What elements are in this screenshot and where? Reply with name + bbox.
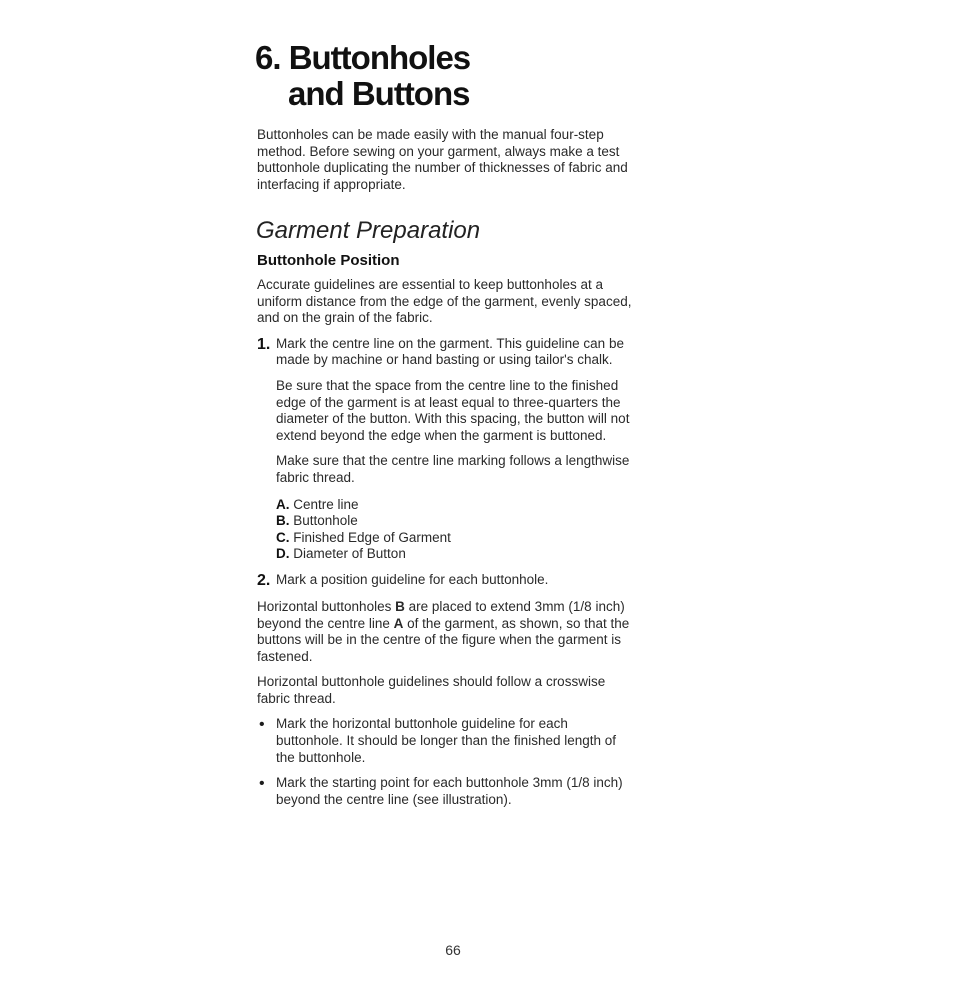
title-line-2: and Buttons — [288, 75, 470, 112]
step-1-number: 1. — [257, 335, 271, 353]
intro-block — [257, 127, 633, 193]
step-2-number: 2. — [257, 571, 271, 589]
legend-item — [276, 497, 633, 514]
bullet-text: Mark the starting point for each buttonhole 3mm (1/8 inch) beyond the centre line (see illustration). — [276, 775, 623, 807]
body-text — [257, 277, 633, 808]
title-line-1: 6. Buttonholes — [255, 39, 471, 76]
step-2 — [257, 572, 633, 590]
legend-letter: D. — [276, 546, 290, 562]
intro-paragraph: Buttonholes can be made easily with the manual four-step method. Before sewing on your garment, always make a test buttonhole duplicating the number of thicknesses of fabric and interfacing if appropriate. — [257, 127, 628, 192]
step-1 — [257, 336, 633, 369]
legend-letter: A. — [276, 496, 290, 512]
page-title — [255, 40, 470, 112]
legend-text: Finished Edge of Garment — [293, 529, 451, 545]
bullet-text: Mark the horizontal buttonhole guideline for each buttonhole. It should be longer than the finished length of the buttonhole. — [276, 716, 617, 765]
legend-text: Buttonhole — [293, 513, 358, 529]
para2-part3: of the garment, as shown, so that the buttons will be in the centre of the figure when the garment is fastened. — [257, 615, 630, 664]
subsection-title: Buttonhole Position — [257, 252, 400, 269]
illustration-legend — [257, 497, 633, 563]
paragraph-guidelines: Accurate guidelines are essential to keep buttonholes at a uniform distance from the edge of the garment, evenly spaced, and on the grain of the fabric. — [257, 277, 632, 326]
label-b: B — [395, 598, 405, 614]
legend-text: Centre line — [293, 496, 359, 512]
para2-part1: Horizontal buttonholes — [257, 598, 396, 614]
section-title: Garment Preparation — [256, 217, 481, 244]
step-1-text: Mark the centre line on the garment. This guideline can be made by machine or hand basting or using tailor's chalk. — [276, 335, 624, 368]
step-1-grain-note: Make sure that the centre line marking follows a lengthwise fabric thread. — [276, 453, 630, 485]
para2-part2: are placed to extend 3mm (1/8 inch) beyond the centre line — [257, 598, 625, 631]
legend-item — [276, 530, 633, 547]
legend-item — [276, 546, 633, 563]
paragraph-horizontal-buttonholes — [257, 599, 633, 665]
step-2-text: Mark a position guideline for each buttonhole. — [276, 571, 549, 587]
bullet-item — [257, 775, 633, 808]
bullet-icon: • — [259, 716, 265, 734]
legend-letter: C. — [276, 529, 290, 545]
legend-text: Diameter of Button — [293, 546, 406, 562]
bullet-item — [257, 716, 633, 766]
legend-item — [276, 513, 633, 530]
paragraph-crosswise-thread: Horizontal buttonhole guidelines should follow a crosswise fabric thread. — [257, 674, 606, 706]
label-a: A — [393, 615, 404, 631]
legend-letter: B. — [276, 513, 290, 529]
page-number: 66 — [445, 942, 461, 958]
bullet-icon: • — [259, 775, 265, 793]
step-1-spacing-note: Be sure that the space from the centre line to the finished edge of the garment is at least equal to three-quarters the diameter of the button. With this spacing, the button will not extend beyond the edge when the garment is buttoned. — [276, 377, 630, 443]
